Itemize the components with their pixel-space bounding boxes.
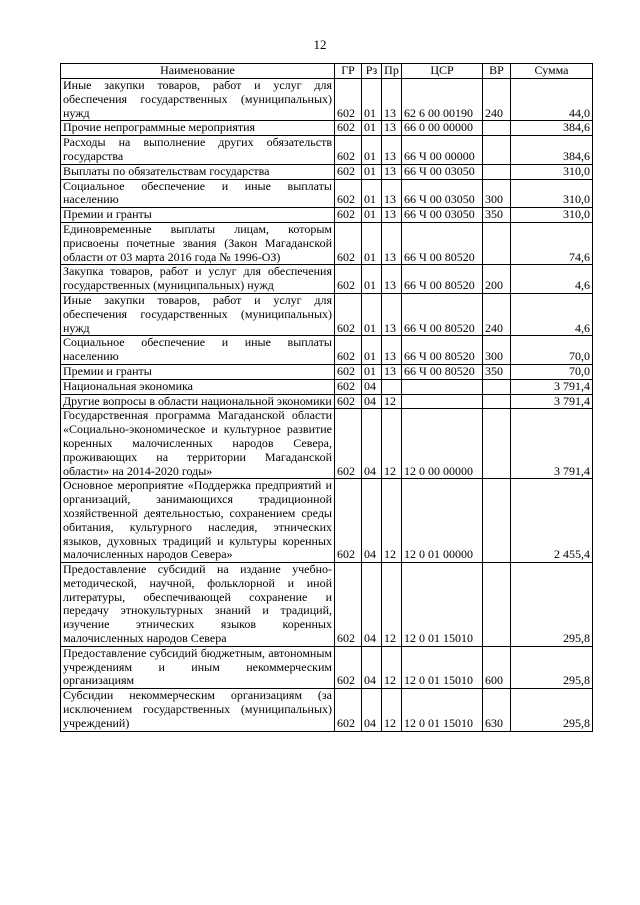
cell-pr: 13 bbox=[382, 79, 402, 121]
column-header: Наименование bbox=[61, 64, 335, 79]
cell-pr: 13 bbox=[382, 136, 402, 165]
cell-gr: 602 bbox=[335, 121, 362, 136]
table-row bbox=[61, 222, 593, 264]
cell-name: Социальное обеспечение и иные выплаты населению bbox=[61, 179, 335, 208]
cell-pr: 12 bbox=[382, 479, 402, 563]
cell-sum: 3 791,4 bbox=[511, 379, 593, 394]
cell-name: Национальная экономика bbox=[61, 379, 335, 394]
cell-sum: 4,6 bbox=[511, 265, 593, 294]
cell-sum: 310,0 bbox=[511, 164, 593, 179]
cell-vr: 350 bbox=[483, 364, 511, 379]
cell-rz: 01 bbox=[362, 208, 382, 223]
cell-vr: 200 bbox=[483, 265, 511, 294]
cell-sum: 44,0 bbox=[511, 79, 593, 121]
cell-gr: 602 bbox=[335, 379, 362, 394]
cell-rz: 04 bbox=[362, 646, 382, 688]
table-row bbox=[61, 689, 593, 731]
cell-rz: 01 bbox=[362, 164, 382, 179]
cell-pr: 12 bbox=[382, 689, 402, 731]
cell-sum: 3 791,4 bbox=[511, 409, 593, 479]
cell-csr: 62 6 00 00190 bbox=[402, 79, 483, 121]
cell-pr: 13 bbox=[382, 336, 402, 365]
table-row bbox=[61, 336, 593, 365]
table-row bbox=[61, 364, 593, 379]
cell-vr bbox=[483, 136, 511, 165]
table-header-row bbox=[61, 64, 593, 79]
cell-sum: 2 455,4 bbox=[511, 479, 593, 563]
cell-gr: 602 bbox=[335, 164, 362, 179]
cell-gr: 602 bbox=[335, 563, 362, 647]
cell-name: Субсидии некоммерческим организациям (за исключением государственных (муниципальных) учреждений) bbox=[61, 689, 335, 731]
table-row bbox=[61, 479, 593, 563]
column-header: ЦСР bbox=[402, 64, 483, 79]
cell-csr bbox=[402, 394, 483, 409]
cell-pr: 13 bbox=[382, 179, 402, 208]
cell-sum: 384,6 bbox=[511, 136, 593, 165]
cell-csr: 66 Ч 00 00000 bbox=[402, 136, 483, 165]
cell-pr: 12 bbox=[382, 646, 402, 688]
cell-gr: 602 bbox=[335, 364, 362, 379]
cell-gr: 602 bbox=[335, 336, 362, 365]
cell-pr bbox=[382, 379, 402, 394]
column-header: Рз bbox=[362, 64, 382, 79]
cell-csr: 12 0 01 15010 bbox=[402, 689, 483, 731]
cell-csr: 66 Ч 00 03050 bbox=[402, 179, 483, 208]
cell-sum: 4,6 bbox=[511, 293, 593, 335]
cell-sum: 70,0 bbox=[511, 364, 593, 379]
cell-gr: 602 bbox=[335, 479, 362, 563]
cell-vr: 600 bbox=[483, 646, 511, 688]
cell-gr: 602 bbox=[335, 409, 362, 479]
cell-rz: 04 bbox=[362, 379, 382, 394]
cell-pr: 13 bbox=[382, 164, 402, 179]
cell-csr bbox=[402, 379, 483, 394]
cell-name: Предоставление субсидий на издание учебно-методической, научной, фольклорной и иной литературы, обеспечивающей сохранение и передачу этнокультурных знаний и традиций, изучение этнических языков коренных малочисленных народов Севера bbox=[61, 563, 335, 647]
cell-vr bbox=[483, 222, 511, 264]
cell-pr: 13 bbox=[382, 293, 402, 335]
table-row bbox=[61, 164, 593, 179]
cell-csr: 66 Ч 00 80520 bbox=[402, 222, 483, 264]
table-row bbox=[61, 179, 593, 208]
cell-pr: 13 bbox=[382, 265, 402, 294]
cell-name: Предоставление субсидий бюджетным, автономным учреждениям и иным некоммерческим организациям bbox=[61, 646, 335, 688]
cell-vr bbox=[483, 479, 511, 563]
cell-name: Социальное обеспечение и иные выплаты населению bbox=[61, 336, 335, 365]
table-row bbox=[61, 293, 593, 335]
cell-gr: 602 bbox=[335, 646, 362, 688]
cell-name: Премии и гранты bbox=[61, 364, 335, 379]
budget-table bbox=[60, 63, 593, 732]
table-row bbox=[61, 409, 593, 479]
cell-sum: 310,0 bbox=[511, 179, 593, 208]
cell-pr: 13 bbox=[382, 364, 402, 379]
cell-name: Государственная программа Магаданской области «Социально-экономическое и культурное развитие коренных малочисленных народов Севера, проживающих на территории Магаданской области» на 2014-2020 годы» bbox=[61, 409, 335, 479]
cell-sum: 74,6 bbox=[511, 222, 593, 264]
page-number: 12 bbox=[313, 37, 327, 52]
cell-name: Основное мероприятие «Поддержка предприятий и организаций, занимающихся традиционной хозяйственной деятельностью, сохранением среды обитания, культурного наследия, этнических языков, духовных традиций и культуры коренных малочисленных народов Севера» bbox=[61, 479, 335, 563]
cell-csr: 66 Ч 00 80520 bbox=[402, 364, 483, 379]
cell-rz: 01 bbox=[362, 136, 382, 165]
cell-vr: 240 bbox=[483, 79, 511, 121]
cell-sum: 384,6 bbox=[511, 121, 593, 136]
cell-rz: 04 bbox=[362, 479, 382, 563]
cell-vr bbox=[483, 379, 511, 394]
cell-rz: 01 bbox=[362, 293, 382, 335]
cell-pr: 13 bbox=[382, 121, 402, 136]
cell-sum: 70,0 bbox=[511, 336, 593, 365]
cell-sum: 3 791,4 bbox=[511, 394, 593, 409]
cell-rz: 01 bbox=[362, 79, 382, 121]
cell-vr bbox=[483, 563, 511, 647]
cell-gr: 602 bbox=[335, 208, 362, 223]
cell-name: Иные закупки товаров, работ и услуг для обеспечения государственных (муниципальных) нужд bbox=[61, 293, 335, 335]
cell-csr: 66 Ч 00 03050 bbox=[402, 164, 483, 179]
cell-name: Иные закупки товаров, работ и услуг для обеспечения государственных (муниципальных) нужд bbox=[61, 79, 335, 121]
cell-gr: 602 bbox=[335, 179, 362, 208]
cell-rz: 01 bbox=[362, 265, 382, 294]
cell-csr: 66 Ч 00 80520 bbox=[402, 265, 483, 294]
table-row bbox=[61, 208, 593, 223]
table-row bbox=[61, 646, 593, 688]
cell-gr: 602 bbox=[335, 79, 362, 121]
cell-vr: 350 bbox=[483, 208, 511, 223]
column-header: Пр bbox=[382, 64, 402, 79]
cell-vr: 240 bbox=[483, 293, 511, 335]
column-header: Сумма bbox=[511, 64, 593, 79]
table-row bbox=[61, 394, 593, 409]
table-row bbox=[61, 79, 593, 121]
cell-name: Прочие непрограммные мероприятия bbox=[61, 121, 335, 136]
cell-gr: 602 bbox=[335, 689, 362, 731]
cell-rz: 01 bbox=[362, 336, 382, 365]
column-header: ВР bbox=[483, 64, 511, 79]
cell-pr: 12 bbox=[382, 409, 402, 479]
table-row bbox=[61, 121, 593, 136]
cell-vr bbox=[483, 394, 511, 409]
cell-rz: 04 bbox=[362, 689, 382, 731]
cell-pr: 13 bbox=[382, 208, 402, 223]
cell-name: Закупка товаров, работ и услуг для обеспечения государственных (муниципальных) нужд bbox=[61, 265, 335, 294]
cell-sum: 310,0 bbox=[511, 208, 593, 223]
cell-csr: 12 0 01 15010 bbox=[402, 646, 483, 688]
cell-csr: 12 0 01 15010 bbox=[402, 563, 483, 647]
cell-sum: 295,8 bbox=[511, 689, 593, 731]
cell-sum: 295,8 bbox=[511, 646, 593, 688]
cell-pr: 12 bbox=[382, 394, 402, 409]
cell-csr: 12 0 00 00000 bbox=[402, 409, 483, 479]
cell-vr bbox=[483, 164, 511, 179]
cell-rz: 01 bbox=[362, 364, 382, 379]
cell-gr: 602 bbox=[335, 222, 362, 264]
cell-rz: 04 bbox=[362, 394, 382, 409]
cell-vr bbox=[483, 409, 511, 479]
table-row bbox=[61, 379, 593, 394]
cell-gr: 602 bbox=[335, 394, 362, 409]
cell-name: Премии и гранты bbox=[61, 208, 335, 223]
cell-vr: 630 bbox=[483, 689, 511, 731]
cell-rz: 01 bbox=[362, 121, 382, 136]
cell-gr: 602 bbox=[335, 293, 362, 335]
cell-csr: 66 Ч 00 80520 bbox=[402, 336, 483, 365]
cell-gr: 602 bbox=[335, 136, 362, 165]
cell-rz: 01 bbox=[362, 179, 382, 208]
cell-rz: 04 bbox=[362, 563, 382, 647]
cell-name: Выплаты по обязательствам государства bbox=[61, 164, 335, 179]
cell-rz: 01 bbox=[362, 222, 382, 264]
cell-csr: 12 0 01 00000 bbox=[402, 479, 483, 563]
cell-pr: 12 bbox=[382, 563, 402, 647]
cell-csr: 66 Ч 00 03050 bbox=[402, 208, 483, 223]
cell-vr: 300 bbox=[483, 179, 511, 208]
cell-vr bbox=[483, 121, 511, 136]
cell-pr: 13 bbox=[382, 222, 402, 264]
cell-rz: 04 bbox=[362, 409, 382, 479]
cell-vr: 300 bbox=[483, 336, 511, 365]
cell-gr: 602 bbox=[335, 265, 362, 294]
cell-csr: 66 0 00 00000 bbox=[402, 121, 483, 136]
cell-csr: 66 Ч 00 80520 bbox=[402, 293, 483, 335]
cell-name: Другие вопросы в области национальной экономики bbox=[61, 394, 335, 409]
table-row bbox=[61, 563, 593, 647]
cell-sum: 295,8 bbox=[511, 563, 593, 647]
column-header: ГР bbox=[335, 64, 362, 79]
cell-name: Единовременные выплаты лицам, которым присвоены почетные звания (Закон Магаданской области от 03 марта 2016 года № 1996-ОЗ) bbox=[61, 222, 335, 264]
cell-name: Расходы на выполнение других обязательств государства bbox=[61, 136, 335, 165]
table-row bbox=[61, 265, 593, 294]
table-row bbox=[61, 136, 593, 165]
